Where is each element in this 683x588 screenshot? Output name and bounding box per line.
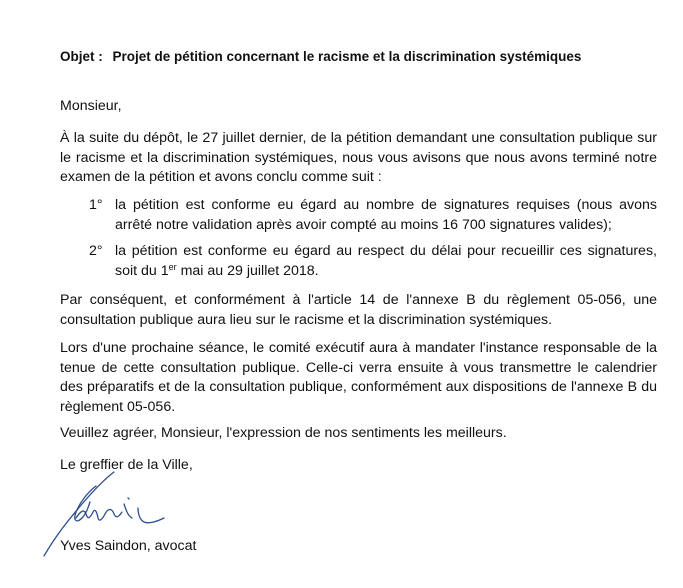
salutation: Monsieur, bbox=[60, 98, 122, 114]
paragraph-next-steps: Lors d'une prochaine séance, le comité exécutif aura à mandater l'instance responsable de la tenue de cette consultation publique. Celle-ci verra ensuite à vous transmettre le calendrier des préparatifs et de la consultation publique, conformément aux dispositions de l'annexe B du règlement 05-056. bbox=[60, 340, 657, 415]
list-item bbox=[89, 242, 657, 281]
list-item-text bbox=[115, 242, 657, 281]
signer-name: Yves Saindon, avocat bbox=[60, 538, 197, 554]
closing-formula: Veuillez agréer, Monsieur, l'expression de nos sentiments les meilleurs. bbox=[60, 425, 507, 441]
list-item-text-end: mai au 29 juillet 2018. bbox=[176, 262, 319, 279]
subject-line bbox=[60, 49, 581, 64]
subject-text: Projet de pétition concernant le racisme et la discrimination systémiques bbox=[112, 49, 582, 64]
ordinal-superscript: er bbox=[168, 261, 177, 272]
list-item-text: la pétition est conforme eu égard au nombre de signatures requises (nous avons arrêté notre validation après avoir compté au moins 16 700 signatures valides); bbox=[115, 197, 657, 233]
list-item-text-start: la pétition est conforme eu égard au respect du délai pour recueillir ces signatures, soit du 1 bbox=[115, 243, 657, 279]
signoff-title: Le greffier de la Ville, bbox=[60, 457, 193, 473]
subject-label: Objet : bbox=[60, 49, 103, 64]
paragraph-consequence: Par conséquent, et conformément à l'article 14 de l'annexe B du règlement 05-056, une consultation publique aura lieu sur le racisme et la discrimination systémiques. bbox=[60, 292, 657, 328]
list-item-number: 1° bbox=[89, 197, 103, 213]
list-item-number: 2° bbox=[89, 243, 103, 259]
list-item bbox=[89, 196, 657, 235]
paragraph-intro: À la suite du dépôt, le 27 juillet dernier, de la pétition demandant une consultation publique sur le racisme et la discrimination systémiques, nous vous avisons que nous avons terminé notre examen de la pétition et avons conclu comme suit : bbox=[60, 130, 657, 186]
